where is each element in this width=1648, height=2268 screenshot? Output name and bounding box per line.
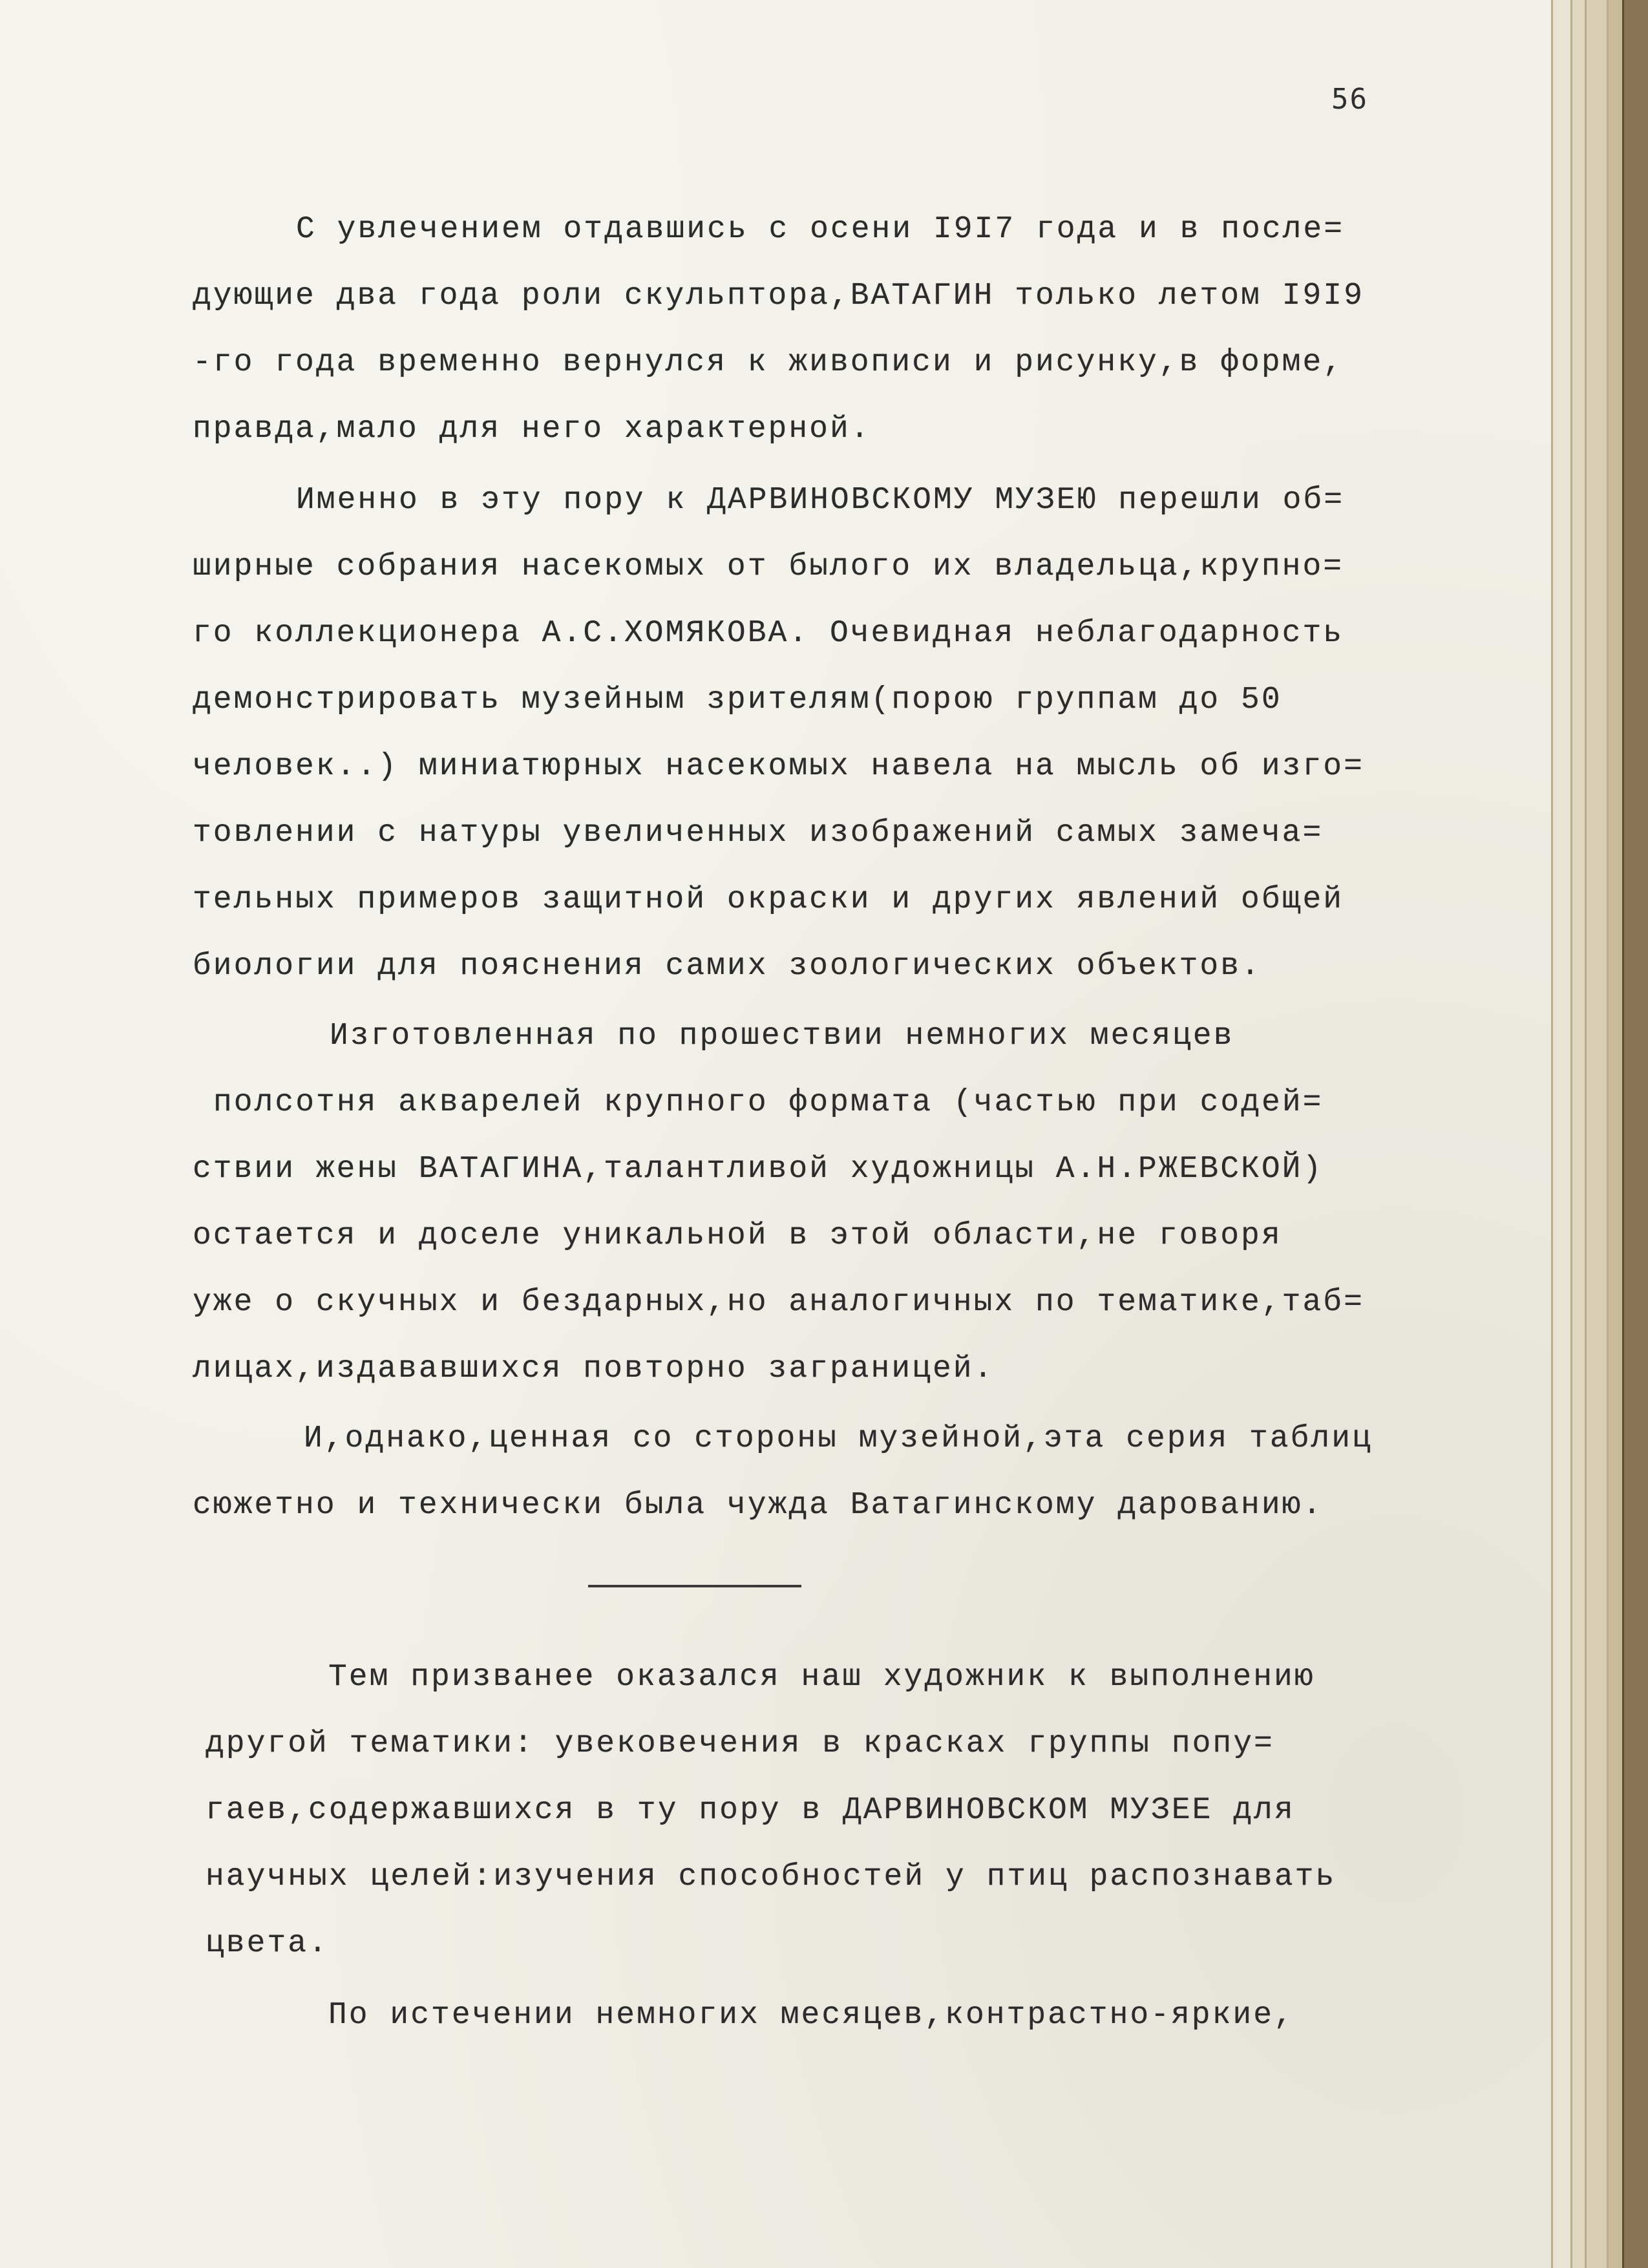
text-line: лицах,издававшихся повторно заграницей.	[193, 1351, 995, 1386]
text-line: Именно в эту пору к ДАРВИНОВСКОМУ МУЗЕЮ перешли об=	[296, 483, 1345, 518]
text-line: ширные собрания насекомых от былого их владельца,крупно=	[193, 549, 1344, 584]
page-stack-edge	[1585, 0, 1609, 2268]
section-divider	[588, 1585, 801, 1587]
text-line: полсотня акварелей крупного формата (частью при содей=	[213, 1085, 1324, 1120]
text-line: Тем призванее оказался наш художник к выполнению	[328, 1660, 1315, 1695]
text-line: сюжетно и технически была чужда Ватагинскому дарованию.	[193, 1488, 1324, 1523]
text-line: С увлечением отдавшись с осени I9I7 года и в после=	[296, 212, 1345, 247]
text-line: тельных примеров защитной окраски и других явлений общей	[193, 882, 1344, 917]
text-line: -го года временно вернулся к живописи и рисунку,в форме,	[193, 345, 1344, 380]
text-line: гаев,содержавшихся в ту пору в ДАРВИНОВСКОМ МУЗЕЕ для	[206, 1793, 1295, 1828]
text-line: дующие два года роли скульптора,ВАТАГИН только летом I9I9	[193, 279, 1364, 313]
text-line: цвета.	[206, 1926, 329, 1961]
text-line: И,однако,ценная со стороны музейной,эта серия таблиц	[304, 1421, 1373, 1456]
page-stack-edge	[1551, 0, 1572, 2268]
text-line: человек..) миниатюрных насекомых навела на мысль об изго=	[193, 749, 1364, 784]
text-line: По истечении немногих месяцев,контрастно-яркие,	[328, 1998, 1294, 2033]
text-line: уже о скучных и бездарных,но аналогичных по тематике,таб=	[193, 1285, 1364, 1320]
text-line: го коллекционера А.С.ХОМЯКОВА. Очевидная неблагодарность	[193, 616, 1344, 651]
text-line: ствии жены ВАТАГИНА,талантливой художницы А.Н.РЖЕВСКОЙ)	[193, 1152, 1324, 1187]
text-line: другой тематики: увековечения в красках группы попу=	[206, 1726, 1274, 1761]
page-stack-edge	[1607, 0, 1624, 2268]
text-line: Изготовленная по прошествии немногих месяцев	[330, 1019, 1234, 1054]
page-number: 56	[1331, 83, 1368, 116]
text-line: правда,мало для него характерной.	[193, 412, 871, 447]
text-line: научных целей:изучения способностей у птиц распознавать	[206, 1860, 1336, 1894]
text-line: товлении с натуры увеличенных изображений самых замеча=	[193, 816, 1324, 851]
text-line: остается и доселе уникальной в этой области,не говоря	[193, 1218, 1282, 1253]
text-line: демонстрировать музейным зрителям(порою группам до 50	[193, 683, 1282, 717]
text-line: биологии для пояснения самих зоологических объектов.	[193, 949, 1262, 984]
binding-edge	[1622, 0, 1648, 2268]
